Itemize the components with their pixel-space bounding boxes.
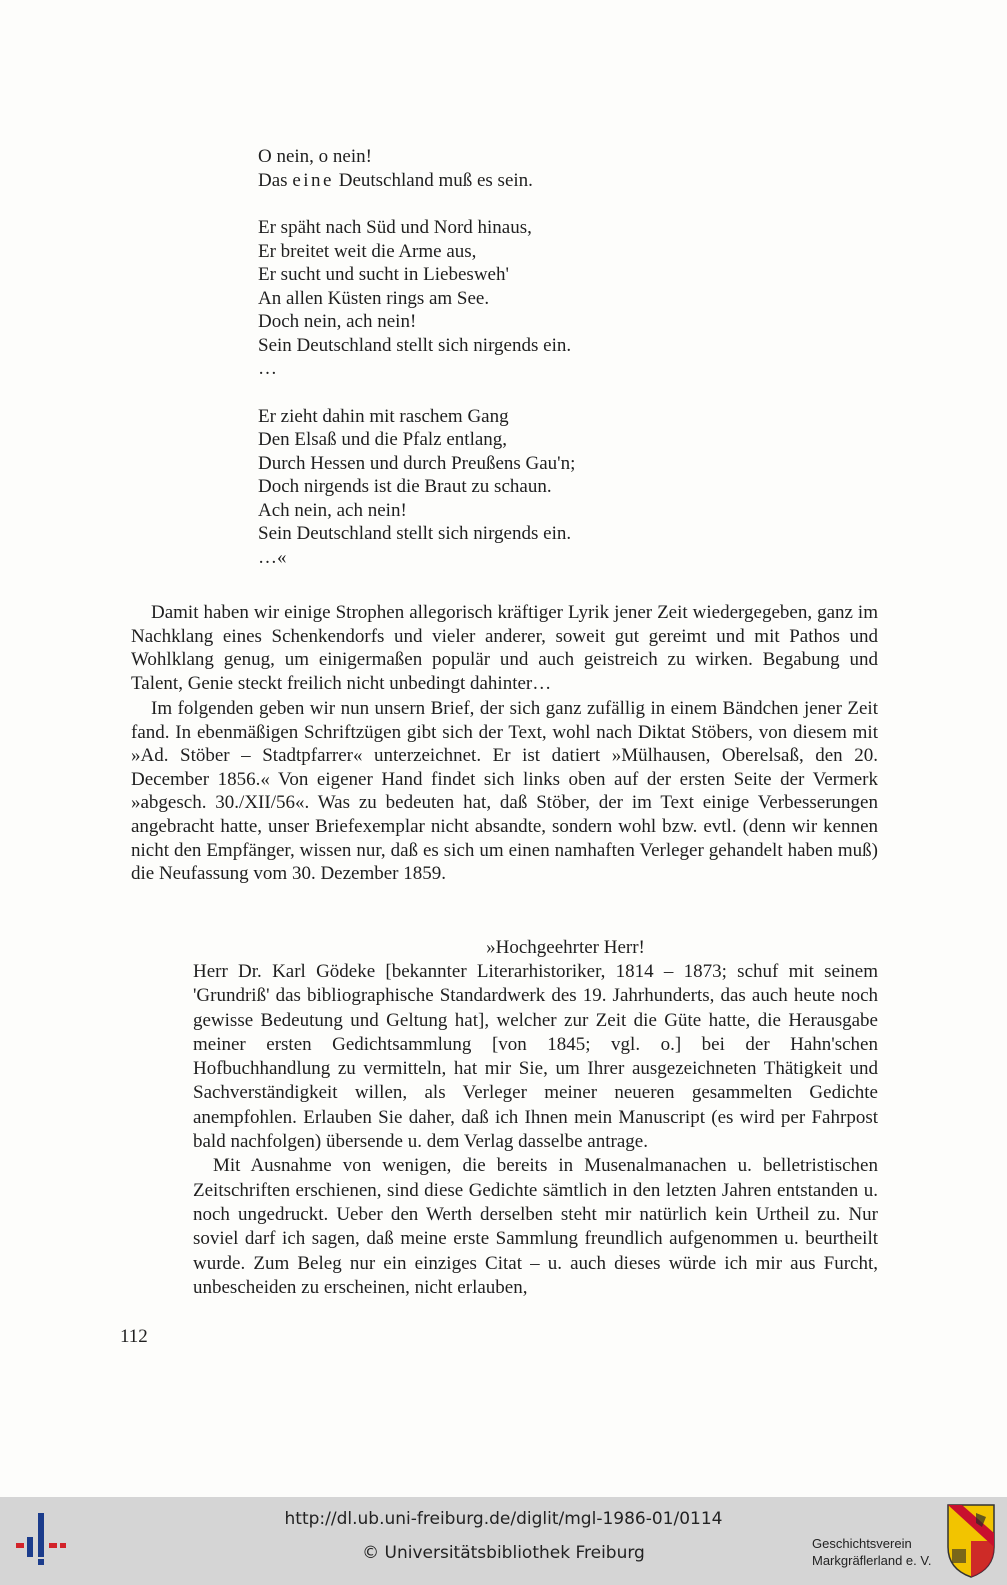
coat-of-arms-icon: [946, 1503, 996, 1579]
poem-line: Ach nein, ach nein!: [258, 499, 407, 521]
poem-stanza: [258, 405, 758, 570]
prose-paragraph-1: [131, 601, 878, 695]
poem-emphasis-word: eine: [292, 169, 334, 191]
poem-line: Er späht nach Süd und Nord hinaus,: [258, 217, 532, 238]
prose-paragraph-2: [131, 697, 878, 886]
poem: [258, 145, 758, 593]
source-url-link[interactable]: http://dl.ub.uni-freiburg.de/diglit/mgl-1986-01/0114: [284, 1509, 723, 1529]
poem-line: Den Elsaß und die Pfalz entlang,: [258, 429, 508, 450]
poem-line-prefix: Das: [258, 169, 293, 191]
letter-quote: [193, 936, 878, 1300]
poem-stanza: [258, 145, 758, 192]
copyright-text: © Universitätsbibliothek Freiburg: [362, 1543, 645, 1563]
poem-line-suffix: Deutschland muß es sein.: [333, 169, 533, 191]
poem-ellipsis: …«: [258, 546, 287, 568]
poem-line: Er breitet weit die Arme aus,: [258, 240, 477, 262]
paragraph-text: Damit haben wir einige Strophen allegorisch kräftiger Lyrik jener Zeit wiedergegeben, ganz im Nachklang eines Schenkendorfs und vieler anderer, soweit gut gereimt und mit Pathos und Wohlklang genug, um einigermaßen populär und auch geistreich zu wirken. Begabung und Talent, Genie steckt freilich nicht unbedingt dahinter…: [131, 602, 878, 694]
poem-line: An allen Küsten rings am See.: [258, 287, 490, 309]
letter-salutation: »Hochgeehrter Herr!: [486, 937, 645, 958]
poem-line: Doch nein, ach nein!: [258, 311, 417, 332]
poem-stanza: [258, 216, 758, 381]
poem-ellipsis: …: [258, 358, 277, 379]
poem-line: Sein Deutschland stellt sich nirgends ein.: [258, 523, 572, 544]
poem-line: Doch nirgends ist die Braut zu schaun.: [258, 476, 552, 497]
paragraph-text: Im folgenden geben wir nun unsern Brief, der sich ganz zufällig in einem Bändchen jener Zeit fand. In ebenmäßigen Schriftzügen gibt sich der Text, wohl nach Diktat Stöbers, von diesem mit »Ad. Stöber – Stadtpfarrer« unterzeichnet. Er ist datiert »Mülhausen, Oberelsaß, den 20. December 1856.« Von eigener Hand findet sich links oben auf der ersten Seite der Vermerk »abgesch. 30./XII/56«. Was zu bedeuten hat, daß Stöber, der im Text einige Verbesserungen angebracht hatte, unser Briefexemplar nicht absandte, sondern wohl bzw. evtl. (denn wir kennen nicht den Empfänger, wissen nur, daß es sich um einen namhaften Verleger gehandelt haben muß) die Neufassung vom 30. Dezember 1859.: [131, 698, 878, 885]
poem-line-emphasis: [258, 169, 758, 193]
page-number: 112: [120, 1326, 148, 1347]
letter-paragraph: Herr Dr. Karl Gödeke [bekannter Literarhistoriker, 1814 – 1873; schuf mit seinem 'Grundriß' das bibliographische Standardwerk des 19. Jahrhunderts, das auch heute noch gewisse Bedeutung und Geltung hat], welcher zur Zeit die Güte hatte, die Herausgabe meiner ersten Gedichtsammlung [von 1845; vgl. o.] bei der Hahn'schen Hofbuchhandlung zu vermitteln, hat mir Sie, um Ihrer ausgezeichneten Thätigkeit und Sachverständigkeit willen, als Verleger meiner neueren gesammelten Gedichte anempfohlen. Erlauben Sie daher, daß ich Ihnen mein Manuscript (es wird per Fahrpost bald nachfolgen) übersende u. dem Verlag dasselbe antrage.: [193, 961, 878, 1153]
society-name: [812, 1535, 942, 1569]
poem-line: Durch Hessen und durch Preußens Gau'n;: [258, 452, 576, 474]
poem-line: O nein, o nein!: [258, 146, 372, 167]
footer-bar: [0, 1497, 1007, 1585]
letter-paragraph: Mit Ausnahme von wenigen, die bereits in Musenalmanachen u. belletristischen Zeitschriften erschienen, sind diese Gedichte sämtlich in den letzten Jahren entstanden u. noch ungedruckt. Ueber den Werth derselben steht mir natürlich kein Urtheil zu. Nur soviel darf ich sagen, daß meine erste Sammlung freundlich aufgenommen u. beurtheilt wurde. Zum Beleg nur ein einziges Citat – u. auch dieses würde ich mir aus Furcht, unbescheiden zu erscheinen, nicht erlauben,: [193, 1155, 878, 1298]
poem-line: Er zieht dahin mit raschem Gang: [258, 405, 509, 427]
society-line: Markgräflerland e. V.: [812, 1553, 932, 1568]
poem-line: Er sucht und sucht in Liebesweh': [258, 264, 509, 285]
society-line: Geschichtsverein: [812, 1536, 912, 1551]
poem-line: Sein Deutschland stellt sich nirgends ein.: [258, 334, 572, 356]
